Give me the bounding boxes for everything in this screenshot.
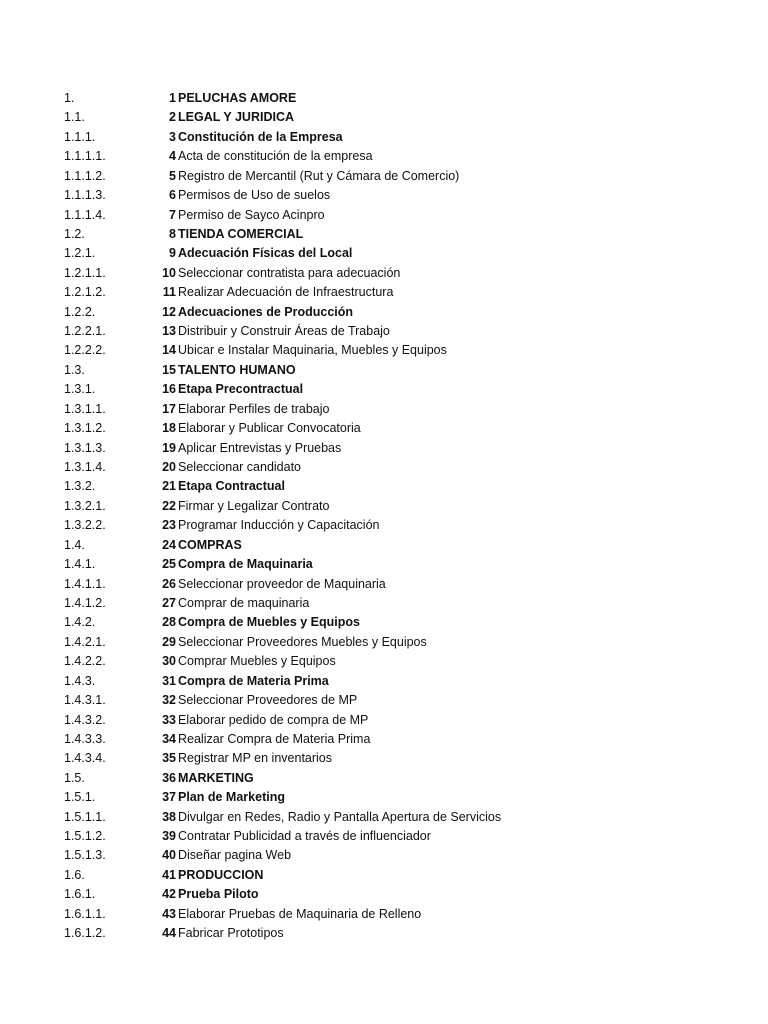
wbs-item-number: 20 [162, 460, 176, 475]
wbs-item-number: 7 [169, 207, 176, 222]
wbs-item-number: 41 [162, 867, 176, 882]
wbs-item-number: 18 [162, 421, 176, 436]
wbs-item-number: 13 [162, 324, 176, 339]
wbs-item-label: Etapa Contractual [178, 479, 285, 494]
wbs-code: 1.2. [64, 226, 85, 241]
wbs-item-label: Distribuir y Construir Áreas de Trabajo [178, 324, 390, 339]
wbs-row [0, 866, 768, 885]
wbs-item-label: LEGAL Y JURIDICA [178, 110, 294, 125]
wbs-item-number: 25 [162, 557, 176, 572]
wbs-code: 1.4.3.1. [64, 693, 106, 708]
wbs-code: 1.6.1. [64, 887, 96, 902]
wbs-code: 1.6. [64, 867, 85, 882]
wbs-item-label: Realizar Compra de Materia Prima [178, 731, 371, 746]
wbs-row [0, 380, 768, 399]
wbs-row [0, 283, 768, 302]
wbs-item-label: Elaborar y Publicar Convocatoria [178, 421, 361, 436]
wbs-code: 1.5.1. [64, 790, 96, 805]
wbs-item-label: Adecuación Físicas del Local [178, 246, 353, 261]
wbs-row [0, 905, 768, 924]
wbs-item-number: 39 [162, 829, 176, 844]
wbs-code: 1.4.3. [64, 673, 96, 688]
wbs-item-label: Programar Inducción y Capacitación [178, 518, 380, 533]
wbs-item-number: 42 [162, 887, 176, 902]
wbs-row [0, 924, 768, 943]
wbs-item-number: 37 [162, 790, 176, 805]
wbs-row [0, 303, 768, 322]
wbs-row [0, 613, 768, 632]
wbs-code: 1.3.1.1. [64, 401, 106, 416]
wbs-row [0, 516, 768, 535]
wbs-item-label: Elaborar Perfiles de trabajo [178, 401, 330, 416]
wbs-item-label: Realizar Adecuación de Infraestructura [178, 285, 394, 300]
wbs-row [0, 594, 768, 613]
wbs-code: 1.5.1.3. [64, 848, 106, 863]
wbs-row [0, 206, 768, 225]
wbs-code: 1.3.2.1. [64, 498, 106, 513]
wbs-row [0, 808, 768, 827]
wbs-item-number: 44 [162, 926, 176, 941]
wbs-item-number: 32 [162, 693, 176, 708]
wbs-item-number: 5 [169, 168, 176, 183]
wbs-code: 1.1.1.3. [64, 188, 106, 203]
wbs-row [0, 497, 768, 516]
wbs-code: 1.1.1. [64, 129, 96, 144]
wbs-code: 1.1.1.2. [64, 168, 106, 183]
wbs-item-number: 23 [162, 518, 176, 533]
wbs-code: 1.6.1.1. [64, 906, 106, 921]
wbs-row [0, 555, 768, 574]
wbs-item-label: Ubicar e Instalar Maquinaria, Muebles y Equipos [178, 343, 447, 358]
wbs-item-label: Compra de Muebles y Equipos [178, 615, 360, 630]
wbs-item-number: 28 [162, 615, 176, 630]
wbs-row [0, 341, 768, 360]
wbs-item-number: 33 [162, 712, 176, 727]
wbs-item-number: 8 [169, 226, 176, 241]
wbs-row [0, 575, 768, 594]
wbs-row [0, 244, 768, 263]
wbs-row [0, 108, 768, 127]
wbs-code: 1.4.1. [64, 557, 96, 572]
wbs-row [0, 264, 768, 283]
wbs-item-label: Diseñar pagina Web [178, 848, 292, 863]
wbs-item-label: Fabricar Prototipos [178, 926, 284, 941]
wbs-item-label: Divulgar en Redes, Radio y Pantalla Apertura de Servicios [178, 809, 502, 824]
wbs-row [0, 711, 768, 730]
wbs-item-number: 30 [162, 654, 176, 669]
wbs-item-label: Permiso de Sayco Acinpro [178, 207, 325, 222]
wbs-code: 1.1.1.4. [64, 207, 106, 222]
wbs-row [0, 439, 768, 458]
wbs-item-number: 24 [162, 537, 176, 552]
wbs-item-label: MARKETING [178, 770, 254, 785]
wbs-code: 1.4.3.4. [64, 751, 106, 766]
wbs-code: 1.4.3.3. [64, 731, 106, 746]
wbs-item-label: Seleccionar Proveedores de MP [178, 693, 358, 708]
wbs-item-label: Seleccionar Proveedores Muebles y Equipos [178, 634, 427, 649]
wbs-item-number: 3 [169, 129, 176, 144]
wbs-item-number: 2 [169, 110, 176, 125]
wbs-row [0, 536, 768, 555]
wbs-row [0, 186, 768, 205]
wbs-code: 1.3.2. [64, 479, 96, 494]
wbs-item-number: 43 [162, 906, 176, 921]
wbs-item-number: 26 [162, 576, 176, 591]
wbs-item-label: Comprar Muebles y Equipos [178, 654, 336, 669]
wbs-item-number: 19 [162, 440, 176, 455]
wbs-code: 1.4.1.1. [64, 576, 106, 591]
wbs-code: 1.5. [64, 770, 85, 785]
wbs-item-label: TALENTO HUMANO [178, 362, 296, 377]
wbs-row [0, 477, 768, 496]
wbs-code: 1.4.1.2. [64, 595, 106, 610]
wbs-item-label: Etapa Precontractual [178, 382, 304, 397]
wbs-code: 1.2.2.2. [64, 343, 106, 358]
wbs-row [0, 749, 768, 768]
wbs-code: 1.4.3.2. [64, 712, 106, 727]
wbs-item-label: Registro de Mercantil (Rut y Cámara de Comercio) [178, 168, 460, 183]
wbs-item-number: 1 [169, 91, 176, 105]
wbs-row [0, 419, 768, 438]
wbs-item-number: 15 [162, 362, 176, 377]
wbs-row [0, 672, 768, 691]
wbs-row [0, 89, 768, 108]
wbs-item-label: Acta de constitución de la empresa [178, 149, 373, 164]
wbs-code: 1.1. [64, 110, 85, 125]
wbs-item-label: Aplicar Entrevistas y Pruebas [178, 440, 342, 455]
wbs-row [0, 400, 768, 419]
wbs-item-number: 34 [162, 731, 176, 746]
wbs-code: 1. [64, 91, 75, 105]
wbs-item-number: 35 [162, 751, 176, 766]
wbs-item-label: COMPRAS [178, 537, 242, 552]
wbs-item-number: 12 [162, 304, 176, 319]
wbs-row [0, 633, 768, 652]
wbs-row [0, 885, 768, 904]
wbs-code: 1.4.2.1. [64, 634, 106, 649]
wbs-row [0, 691, 768, 710]
wbs-row [0, 225, 768, 244]
wbs-code: 1.2.2. [64, 304, 96, 319]
wbs-item-label: Adecuaciones de Producción [178, 304, 354, 319]
wbs-document [0, 89, 768, 944]
wbs-item-number: 27 [162, 595, 176, 610]
wbs-item-number: 14 [162, 343, 176, 358]
wbs-code: 1.5.1.1. [64, 809, 106, 824]
wbs-item-label: Seleccionar proveedor de Maquinaria [178, 576, 386, 591]
wbs-item-number: 29 [162, 634, 176, 649]
wbs-row [0, 361, 768, 380]
wbs-code: 1.3. [64, 362, 85, 377]
wbs-row [0, 769, 768, 788]
wbs-item-label: Constitución de la Empresa [178, 129, 343, 144]
wbs-item-number: 9 [169, 246, 176, 261]
wbs-item-label: TIENDA COMERCIAL [178, 226, 304, 241]
wbs-row [0, 788, 768, 807]
wbs-item-number: 11 [162, 285, 176, 300]
wbs-code: 1.3.2.2. [64, 518, 106, 533]
wbs-item-label: Plan de Marketing [178, 790, 285, 805]
wbs-item-number: 21 [162, 479, 176, 494]
wbs-row [0, 827, 768, 846]
wbs-item-number: 10 [162, 265, 176, 280]
wbs-item-label: PELUCHAS AMORE [178, 91, 297, 105]
wbs-row [0, 147, 768, 166]
wbs-code: 1.3.1. [64, 382, 96, 397]
wbs-code: 1.2.1.1. [64, 265, 106, 280]
wbs-code: 1.3.1.2. [64, 421, 106, 436]
wbs-code: 1.5.1.2. [64, 829, 106, 844]
wbs-item-label: Seleccionar contratista para adecuación [178, 265, 401, 280]
wbs-item-label: Registrar MP en inventarios [178, 751, 333, 766]
wbs-code: 1.3.1.4. [64, 460, 106, 475]
wbs-item-label: Prueba Piloto [178, 887, 259, 902]
wbs-code: 1.4.2.2. [64, 654, 106, 669]
wbs-item-number: 36 [162, 770, 176, 785]
wbs-code: 1.4.2. [64, 615, 96, 630]
wbs-item-label: Permisos de Uso de suelos [178, 188, 331, 203]
wbs-item-label: Firmar y Legalizar Contrato [178, 498, 330, 513]
wbs-item-label: Compra de Materia Prima [178, 673, 329, 688]
wbs-row [0, 846, 768, 865]
wbs-item-number: 17 [162, 401, 176, 416]
wbs-item-number: 4 [169, 149, 176, 164]
wbs-row [0, 322, 768, 341]
wbs-item-number: 38 [162, 809, 176, 824]
wbs-item-label: Comprar de maquinaria [178, 595, 310, 610]
wbs-row [0, 128, 768, 147]
wbs-code: 1.2.1. [64, 246, 96, 261]
wbs-item-number: 40 [162, 848, 176, 863]
wbs-item-number: 22 [162, 498, 176, 513]
wbs-code: 1.3.1.3. [64, 440, 106, 455]
wbs-item-number: 16 [162, 382, 176, 397]
wbs-row [0, 167, 768, 186]
wbs-code: 1.2.1.2. [64, 285, 106, 300]
wbs-code: 1.1.1.1. [64, 149, 106, 164]
wbs-item-label: Elaborar pedido de compra de MP [178, 712, 369, 727]
wbs-code: 1.4. [64, 537, 85, 552]
wbs-item-label: Seleccionar candidato [178, 460, 301, 475]
wbs-item-label: PRODUCCION [178, 867, 264, 882]
wbs-item-label: Elaborar Pruebas de Maquinaria de Relleno [178, 906, 422, 921]
wbs-item-number: 6 [169, 188, 176, 203]
wbs-item-number: 31 [162, 673, 176, 688]
wbs-item-label: Compra de Maquinaria [178, 557, 313, 572]
wbs-code: 1.2.2.1. [64, 324, 106, 339]
wbs-row [0, 730, 768, 749]
wbs-row [0, 458, 768, 477]
wbs-code: 1.6.1.2. [64, 926, 106, 941]
wbs-row [0, 652, 768, 671]
wbs-item-label: Contratar Publicidad a través de influenciador [178, 829, 431, 844]
